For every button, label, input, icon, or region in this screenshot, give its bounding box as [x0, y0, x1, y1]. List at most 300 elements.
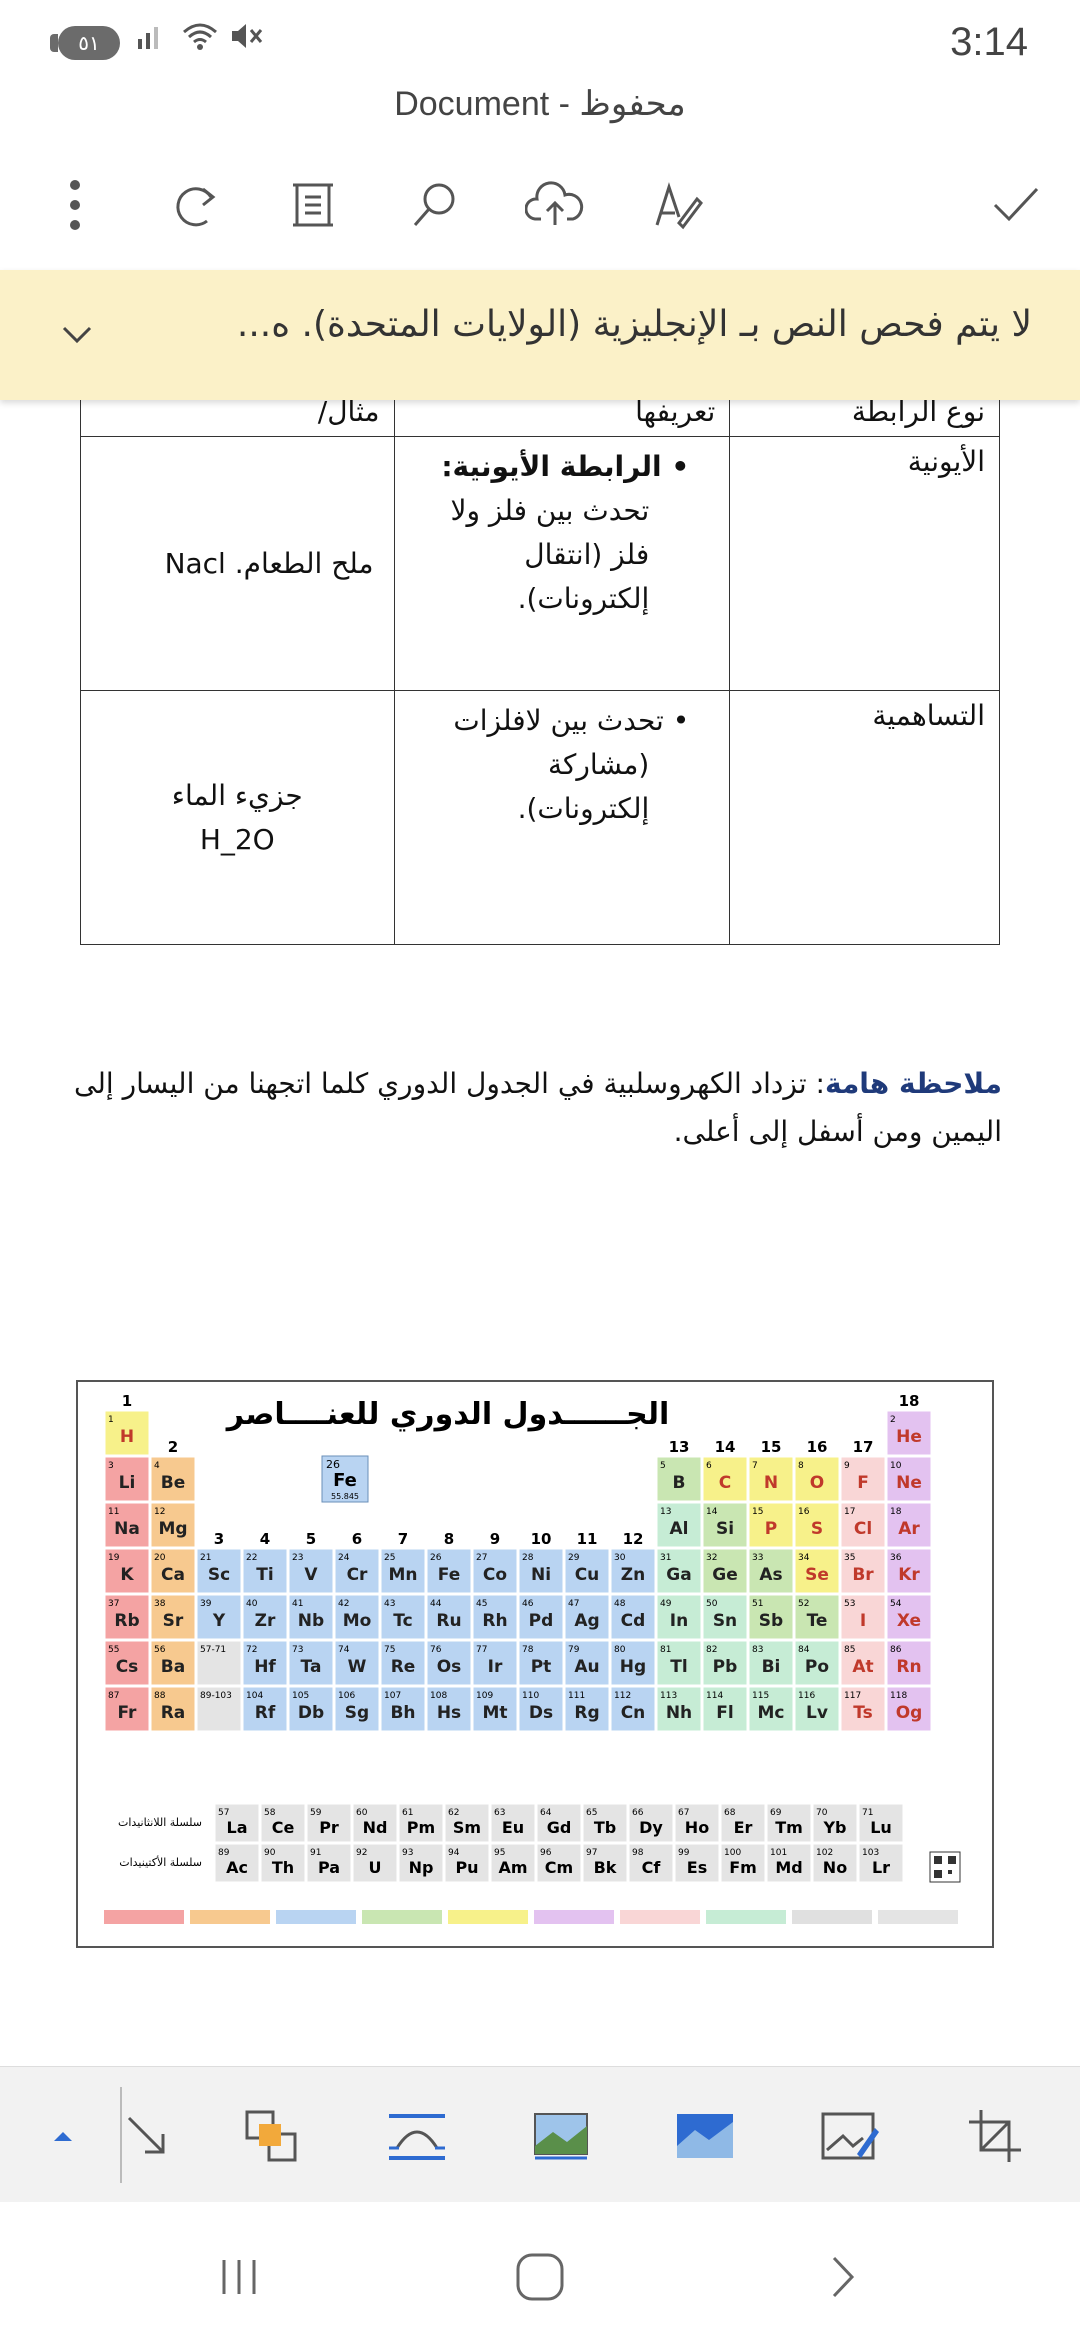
note-label: ملاحظة هامة [824, 1067, 1002, 1100]
element-symbol: Md [775, 1858, 803, 1877]
element-cell [749, 1503, 793, 1547]
element-cell [583, 1844, 627, 1882]
element-symbol: Pm [406, 1818, 436, 1837]
periodic-table-image[interactable] [76, 1380, 994, 1948]
atomic-number: 62 [448, 1808, 460, 1818]
element-cell [657, 1457, 701, 1501]
atomic-number: 37 [108, 1599, 120, 1609]
type-text: التساهمية [872, 699, 985, 732]
element-cell [289, 1549, 333, 1593]
atomic-number: 39 [200, 1599, 212, 1609]
element-cell [105, 1503, 149, 1547]
element-cell [215, 1804, 259, 1842]
atomic-number: 11 [108, 1507, 120, 1517]
table-header-row [81, 400, 1000, 437]
element-cell [427, 1687, 471, 1731]
atomic-number: 86 [890, 1645, 902, 1655]
example-formula: H_2O [199, 822, 275, 856]
element-symbol: V [304, 1565, 318, 1585]
element-cell [151, 1503, 195, 1547]
element-symbol: Pb [712, 1657, 738, 1677]
atomic-number: 51 [752, 1599, 764, 1609]
legend-swatch [362, 1910, 442, 1924]
legend-swatch [448, 1910, 528, 1924]
atomic-number: 103 [862, 1848, 880, 1858]
element-cell [105, 1457, 149, 1501]
atomic-number: 23 [292, 1553, 304, 1563]
reading-mode-icon[interactable] [268, 160, 358, 250]
element-symbol: Y [212, 1611, 226, 1631]
legend-swatch [104, 1910, 184, 1924]
example-text: ملح الطعام. Nacl [164, 547, 374, 580]
example-cell [81, 691, 395, 945]
element-cell [611, 1641, 655, 1685]
group-number: 13 [668, 1438, 690, 1456]
redo-icon[interactable] [150, 160, 240, 250]
element-symbol: Ce [271, 1818, 295, 1837]
element-symbol: Cr [346, 1565, 368, 1585]
group-number: 18 [898, 1392, 920, 1410]
element-symbol: Ti [256, 1565, 274, 1585]
header-definition: تعريفها [394, 400, 730, 437]
atomic-number: 27 [476, 1553, 488, 1563]
element-cell [657, 1503, 701, 1547]
element-cell [381, 1641, 425, 1685]
atomic-number: 114 [706, 1691, 724, 1701]
element-symbol: S [810, 1519, 824, 1539]
element-symbol: Fm [729, 1858, 757, 1877]
element-symbol: Nh [665, 1703, 693, 1723]
element-symbol: Pa [317, 1858, 341, 1877]
search-icon[interactable] [390, 160, 480, 250]
atomic-number: 74 [338, 1645, 350, 1655]
element-cell [813, 1804, 857, 1842]
element-symbol: Lu [870, 1818, 892, 1837]
element-symbol: Rf [254, 1703, 276, 1723]
element-cell [657, 1687, 701, 1731]
periodic-table [78, 1382, 992, 1946]
atomic-number: 7 [752, 1461, 758, 1471]
element-symbol: Kr [898, 1565, 920, 1585]
atomic-number: 10 [890, 1461, 902, 1471]
element-symbol: Na [114, 1519, 140, 1539]
element-symbol: In [669, 1611, 689, 1631]
element-symbol: Au [574, 1657, 600, 1677]
atomic-number: 81 [660, 1645, 672, 1655]
element-cell [703, 1687, 747, 1731]
element-cell [749, 1549, 793, 1593]
element-symbol: Ni [530, 1565, 552, 1585]
element-symbol: Np [408, 1858, 434, 1877]
element-symbol: Ds [528, 1703, 554, 1723]
element-cell [611, 1595, 655, 1639]
atomic-number: 89-103 [200, 1691, 232, 1701]
element-cell [105, 1595, 149, 1639]
group-number: 7 [397, 1530, 409, 1548]
element-symbol: Si [715, 1519, 735, 1539]
atomic-number: 73 [292, 1645, 304, 1655]
note-text: : تزداد الكهروسلبية في الجدول الدوري كلما اتجهنا من اليسار إلى اليمين ومن أسفل إلى أعلى. [74, 1067, 1002, 1148]
element-cell [721, 1844, 765, 1882]
element-symbol: Os [436, 1657, 462, 1677]
alt-text-icon[interactable] [814, 2101, 884, 2171]
element-cell [657, 1641, 701, 1685]
atomic-number: 2 [890, 1415, 896, 1425]
element-cell [629, 1804, 673, 1842]
resize-icon[interactable] [112, 2101, 182, 2171]
atomic-number: 43 [384, 1599, 396, 1609]
atomic-number: 67 [678, 1808, 690, 1818]
element-cell [841, 1549, 885, 1593]
element-symbol: Fr [117, 1703, 137, 1723]
atomic-number: 25 [384, 1553, 396, 1563]
element-cell [289, 1641, 333, 1685]
element-cell [565, 1549, 609, 1593]
element-symbol: Sc [207, 1565, 231, 1585]
atomic-number: 64 [540, 1808, 552, 1818]
atomic-number: 60 [356, 1808, 368, 1818]
element-symbol: Ac [226, 1858, 248, 1877]
legend-number: 26 [326, 1458, 340, 1471]
atomic-number: 105 [292, 1691, 310, 1701]
element-cell [795, 1641, 839, 1685]
category-legend [104, 1910, 958, 1924]
element-cell [243, 1595, 287, 1639]
atomic-number: 41 [292, 1599, 304, 1609]
legend-swatch [706, 1910, 786, 1924]
element-symbol: Lv [806, 1703, 828, 1723]
table-row [81, 691, 1000, 945]
wrap-text-icon[interactable] [382, 2101, 452, 2171]
element-cell [565, 1641, 609, 1685]
atomic-number: 8 [798, 1461, 804, 1471]
wifi-icon [180, 20, 220, 52]
element-cell [519, 1595, 563, 1639]
atomic-number: 94 [448, 1848, 460, 1858]
image-icon[interactable] [670, 2101, 740, 2171]
element-cell [841, 1687, 885, 1731]
element-cell [261, 1804, 305, 1842]
element-symbol: Ir [487, 1657, 503, 1677]
element-symbol: Mc [757, 1703, 785, 1723]
document-canvas[interactable] [0, 400, 1080, 2070]
atomic-number: 104 [246, 1691, 264, 1701]
legend-symbol: Fe [333, 1470, 357, 1491]
atomic-number: 50 [706, 1599, 718, 1609]
element-cell [307, 1804, 351, 1842]
atomic-number: 15 [752, 1507, 764, 1517]
element-cell [565, 1687, 609, 1731]
element-symbol: Rn [896, 1657, 922, 1677]
atomic-number: 71 [862, 1808, 874, 1818]
atomic-number: 31 [660, 1553, 672, 1563]
element-cell [795, 1595, 839, 1639]
element-cell [335, 1641, 379, 1685]
element-symbol: Cm [544, 1858, 574, 1877]
element-cell [105, 1687, 149, 1731]
atomic-number: 66 [632, 1808, 644, 1818]
element-cell [519, 1641, 563, 1685]
type-cell [730, 691, 1000, 945]
element-symbol: Sg [344, 1703, 370, 1723]
element-symbol: Bh [390, 1703, 416, 1723]
group-number: 3 [213, 1530, 225, 1548]
element-cell [105, 1411, 149, 1455]
element-cell [703, 1641, 747, 1685]
document-title: Document - محفوظ [394, 85, 686, 123]
element-symbol: Rb [114, 1611, 140, 1631]
atomic-number: 76 [430, 1645, 442, 1655]
atomic-number: 30 [614, 1553, 626, 1563]
periodic-table-title: الجــــــدول الدوري للعنــــاصر [226, 1397, 670, 1432]
element-cell [105, 1549, 149, 1593]
definition-cell [394, 691, 730, 945]
atomic-number: 17 [844, 1507, 856, 1517]
atomic-number: 110 [522, 1691, 540, 1701]
atomic-number: 46 [522, 1599, 534, 1609]
element-symbol: Sn [712, 1611, 738, 1631]
element-cell [519, 1549, 563, 1593]
element-cell [151, 1595, 195, 1639]
type-text: الأيونية [907, 445, 985, 478]
group-number: 15 [760, 1438, 782, 1456]
element-symbol: Ho [684, 1818, 710, 1837]
atomic-number: 35 [844, 1553, 856, 1563]
atomic-number: 9 [844, 1461, 850, 1471]
element-cell [749, 1595, 793, 1639]
atomic-number: 54 [890, 1599, 902, 1609]
element-cell [657, 1549, 701, 1593]
group-number: 6 [351, 1530, 363, 1548]
atomic-number: 40 [246, 1599, 258, 1609]
atomic-number: 69 [770, 1808, 782, 1818]
legend-swatch [620, 1910, 700, 1924]
atomic-number: 85 [844, 1645, 856, 1655]
atomic-number: 44 [430, 1599, 442, 1609]
atomic-number: 100 [724, 1848, 742, 1858]
atomic-number: 79 [568, 1645, 580, 1655]
element-cell [473, 1687, 517, 1731]
element-symbol: Zn [620, 1565, 646, 1585]
element-cell [473, 1595, 517, 1639]
element-symbol: Lr [871, 1858, 891, 1877]
atomic-number: 88 [154, 1691, 166, 1701]
qr-code [930, 1852, 960, 1882]
element-cell [445, 1804, 489, 1842]
element-symbol: B [672, 1473, 686, 1493]
atomic-number: 78 [522, 1645, 534, 1655]
element-cell [795, 1503, 839, 1547]
element-symbol: Sr [162, 1611, 184, 1631]
element-cell [381, 1549, 425, 1593]
element-symbol: Ag [574, 1611, 600, 1631]
status-bar [0, 0, 1080, 88]
element-cell [335, 1687, 379, 1731]
done-icon[interactable] [970, 160, 1060, 250]
save-cloud-icon[interactable] [510, 160, 600, 250]
element-symbol: Ts [853, 1703, 873, 1723]
atomic-number: 52 [798, 1599, 810, 1609]
element-cell [565, 1595, 609, 1639]
legend-mass: 55.845 [331, 1492, 359, 1501]
element-cell [473, 1549, 517, 1593]
group-number: 8 [443, 1530, 455, 1548]
arrange-icon[interactable] [236, 2101, 306, 2171]
element-symbol: Tb [593, 1818, 617, 1837]
atomic-number: 42 [338, 1599, 350, 1609]
element-cell [859, 1844, 903, 1882]
element-symbol: Cs [115, 1657, 139, 1677]
table-row [81, 437, 1000, 691]
element-symbol: Rg [574, 1703, 600, 1723]
atomic-number: 106 [338, 1691, 356, 1701]
legend-swatch [792, 1910, 872, 1924]
image-toolbar [0, 2066, 1080, 2202]
legend-swatch [878, 1910, 958, 1924]
element-symbol: Li [118, 1473, 136, 1493]
header-type: نوع الرابطة [730, 400, 1000, 437]
element-cell [813, 1844, 857, 1882]
element-symbol: Er [733, 1818, 753, 1837]
atomic-number: 111 [568, 1691, 586, 1701]
element-cell [473, 1641, 517, 1685]
group-number: 12 [622, 1530, 644, 1548]
more-icon[interactable] [30, 160, 120, 250]
atomic-number: 109 [476, 1691, 494, 1701]
group-number: 2 [167, 1438, 179, 1456]
atomic-number: 59 [310, 1808, 322, 1818]
element-symbol: Te [806, 1611, 828, 1631]
expand-up-icon[interactable] [28, 2101, 98, 2171]
atomic-number: 80 [614, 1645, 626, 1655]
atomic-number: 75 [384, 1645, 396, 1655]
element-symbol: Nb [297, 1611, 325, 1631]
element-cell [243, 1549, 287, 1593]
group-number: 16 [806, 1438, 828, 1456]
atomic-number: 14 [706, 1507, 718, 1517]
element-cell [151, 1641, 195, 1685]
definition-title: • تحدث بين لافلزات [453, 704, 690, 737]
atomic-number: 72 [246, 1645, 258, 1655]
element-symbol: Ba [160, 1657, 186, 1677]
atomic-number: 83 [752, 1645, 764, 1655]
atomic-number: 84 [798, 1645, 810, 1655]
atomic-number: 96 [540, 1848, 552, 1858]
element-symbol: Se [805, 1565, 829, 1585]
element-cell [749, 1687, 793, 1731]
image-style-icon[interactable] [526, 2101, 596, 2171]
element-cell [767, 1844, 811, 1882]
atomic-number: 19 [108, 1553, 120, 1563]
element-symbol: Ar [898, 1519, 920, 1539]
element-symbol: H [119, 1427, 135, 1447]
group-number: 5 [305, 1530, 317, 1548]
atomic-number: 118 [890, 1691, 908, 1701]
element-symbol: Rh [482, 1611, 508, 1631]
group-number: 11 [576, 1530, 598, 1548]
element-symbol: Pt [530, 1657, 552, 1677]
element-symbol: Pr [319, 1818, 339, 1837]
atomic-number: 82 [706, 1645, 718, 1655]
group-number: 17 [852, 1438, 874, 1456]
atomic-number: 91 [310, 1848, 322, 1858]
element-symbol: Hf [254, 1657, 276, 1677]
element-cell [445, 1844, 489, 1882]
element-cell [703, 1595, 747, 1639]
atomic-number: 45 [476, 1599, 488, 1609]
proofing-message: لا يتم فحص النص بـ الإنجليزية (الولايات المتحدة). ه... [236, 304, 1032, 345]
element-cell [215, 1844, 259, 1882]
definition-line: تحدث بين فلز ولا [450, 494, 650, 527]
element-cell [629, 1844, 673, 1882]
element-symbol: No [822, 1858, 848, 1877]
back-icon[interactable] [808, 2242, 878, 2312]
chevron-down-icon[interactable] [52, 310, 102, 360]
element-symbol: He [896, 1427, 922, 1447]
element-symbol: Tm [775, 1818, 803, 1837]
clock: 3:14 [950, 20, 1028, 64]
element-symbol: P [764, 1519, 778, 1539]
definition-line: فلز (انتقال [524, 538, 650, 571]
element-symbol: Cl [853, 1519, 873, 1539]
atomic-number: 53 [844, 1599, 856, 1609]
type-cell [730, 437, 1000, 691]
element-cell [151, 1687, 195, 1731]
atomic-number: 38 [154, 1599, 166, 1609]
element-cell [887, 1411, 931, 1455]
edit-icon[interactable] [632, 160, 722, 250]
atomic-number: 115 [752, 1691, 770, 1701]
element-cell [427, 1595, 471, 1639]
atomic-number: 49 [660, 1599, 672, 1609]
element-cell [381, 1687, 425, 1731]
element-symbol: Be [160, 1473, 186, 1493]
crop-icon[interactable] [960, 2101, 1030, 2171]
element-symbol: Bk [593, 1858, 617, 1877]
atomic-number: 3 [108, 1461, 114, 1471]
atomic-number: 77 [476, 1645, 488, 1655]
element-cell [887, 1503, 931, 1547]
element-cell [427, 1549, 471, 1593]
definition-line: (مشاركة [547, 748, 650, 781]
atomic-number: 5 [660, 1461, 666, 1471]
element-symbol: Mo [342, 1611, 372, 1631]
atomic-number: 57-71 [200, 1645, 227, 1655]
element-cell [749, 1457, 793, 1501]
battery-level: ٥١ [78, 31, 100, 55]
group-number: 1 [121, 1392, 133, 1410]
atomic-number: 70 [816, 1808, 828, 1818]
element-symbol: Ga [666, 1565, 692, 1585]
atomic-number: 33 [752, 1553, 764, 1563]
element-cell [795, 1457, 839, 1501]
home-icon[interactable] [505, 2242, 575, 2312]
element-symbol: Tc [393, 1611, 413, 1631]
element-symbol: Ta [300, 1657, 322, 1677]
group-number: 10 [530, 1530, 552, 1548]
proofing-banner[interactable] [0, 270, 1080, 400]
element-symbol: Bi [761, 1657, 781, 1677]
element-cell [197, 1687, 241, 1731]
element-cell [675, 1804, 719, 1842]
recents-icon[interactable] [204, 2242, 274, 2312]
element-cell [261, 1844, 305, 1882]
important-note [72, 1060, 1002, 1156]
element-cell [887, 1549, 931, 1593]
atomic-number: 47 [568, 1599, 580, 1609]
element-symbol: Fe [437, 1565, 461, 1585]
element-symbol: Dy [639, 1818, 663, 1837]
